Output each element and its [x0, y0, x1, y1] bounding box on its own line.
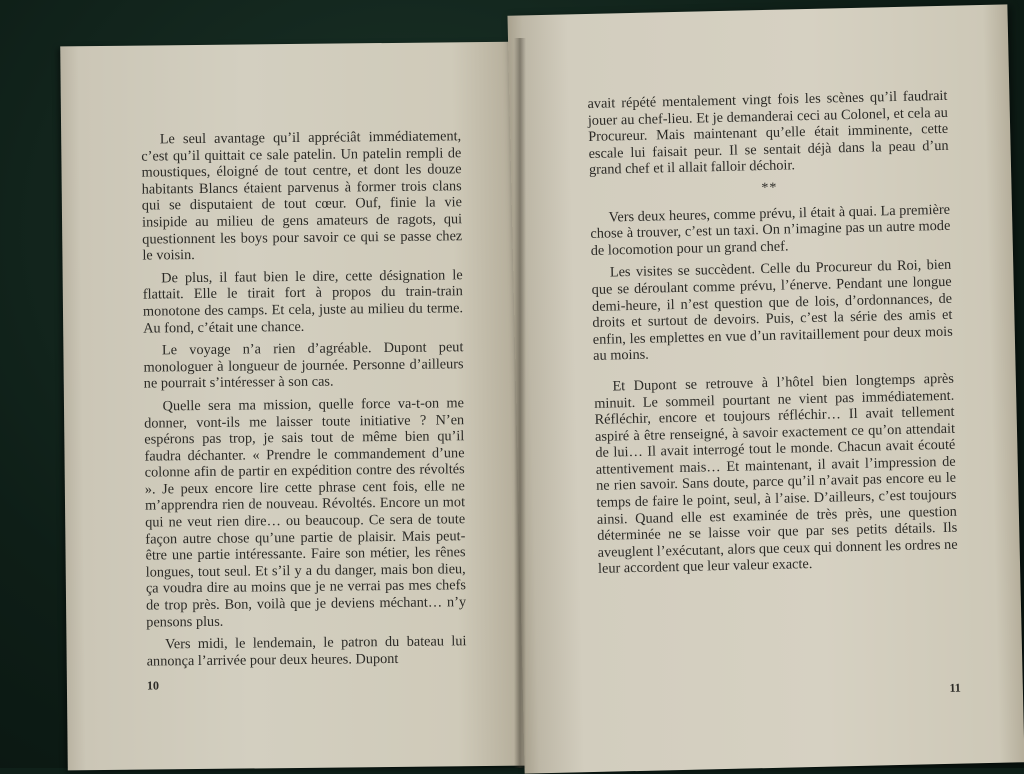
left-paragraph-5: Vers midi, le lendemain, le patron du bateau lui annonça l’arrivée pour deux heures. Dupont [146, 633, 467, 670]
left-paragraph-4: Quelle sera ma mission, quelle force va-t-on me donner, vont-ils me laisser toute initiative ? N’en espérons pas trop, je sais tout de même bien qu’il faudra déchanter. « Prendre le commandement d’une colonne afin de partir en expédition contre des révoltés ». Je peux encore lire cette phrase cent fois, elle ne m’apprendra rien de nouveau. Révoltés. Encore un mot qui ne veut rien dire… ou beaucoup. Ce sera de toute façon autre chose qu’une partie de plaisir. Mais peut-être une partie intéressante. Faire son métier, les rênes longues, tout seul. Et s’il y a du danger, mais bon dieu, ça voudra dire au moins que je ne verrai pas mes chefs de trop près. Bon, voilà que je deviens méchant… n’y pensons plus. [144, 395, 467, 631]
section-separator: ** [761, 180, 778, 197]
right-paragraph-3: Les visites se succèdent. Celle du Procureur du Roi, bien que se déroulant comme prévu, l’énerve. Pendant une longue demi-heure, il n’est question que de lois, d’ordonnances, de droits et surtout de devoirs. Puis, c’est la série des amis et enfin, les emplettes en vue d’un ravitaillement pour deux mois au moins. [591, 257, 953, 365]
open-book [60, 8, 1020, 768]
left-paragraph-3: Le voyage n’a rien d’agréable. Dupont peut monologuer à longueur de journée. Personne d’ailleurs ne pourrait s’intéresser à son cas. [143, 339, 464, 392]
right-paragraph-4: Et Dupont se retrouve à l’hôtel bien longtemps après minuit. Le sommeil pourtant ne vient pas immédiatement. Réfléchir, encore et toujours réfléchir… Il avait tellement aspiré à être renseigné, à savoir exactement ce qu’on attendait de lui… Il avait interrogé tout le monde. Chacun avait écouté attentivement mais… Et maintenant, il avait l’impression de ne rien savoir. Sans doute, parce qu’il n’avait pas encore eu le temps de faire le point, seul, à l’aise. D’ailleurs, c’est toujours ainsi. Quand elle est examinée de très près, une question déterminée ne se laisse voir que par ses petits détails. Ils aveuglent l’exécutant, alors que ceux qui donnent les ordres ne leur accordent que leur valeur exacte. [594, 370, 958, 578]
right-paragraph-1: avait répété mentalement vingt fois les scènes qu’il faudrait jouer au chef-lieu. Et je demanderai ceci au Colonel, et cela au Procureur. Mais maintenant qu’elle était imminente, cette escale lui faisait peur. Il se sentait déjà dans la peau d’un grand chef et il allait falloir déchoir. [587, 87, 949, 179]
right-paragraph-2: Vers deux heures, comme prévu, il était à quai. La première chose à trouver, c’est un taxi. On n’imagine pas un autre mode de locomotion pour un grand chef. [590, 201, 951, 259]
page-number-left: 10 [146, 678, 159, 693]
left-paragraph-1: Le seul avantage qu’il appréciât immédiatement, c’est qu’il quittait ce sale patelin. Un patelin rempli de moustiques, éloigné de tout centre, et dont les douze habitants Blancs étaient parvenus à former trois clans qui se disputaient de tout cœur. Ouf, finie la vie insipide au milieu de gens amateurs de ragots, qui questionnent les boys pour savoir ce qui se passe chez le voisin. [141, 128, 463, 264]
left-page [60, 42, 528, 771]
left-paragraph-2: De plus, il faut bien le dire, cette désignation le flattait. Elle le tirait fort à propos du train-train monotone des camps. Et cela, juste au milieu du terme. Au fond, c’était une chance. [142, 266, 464, 337]
right-page [507, 4, 1024, 773]
book-gutter [514, 38, 526, 768]
page-number-right: 11 [949, 680, 961, 695]
